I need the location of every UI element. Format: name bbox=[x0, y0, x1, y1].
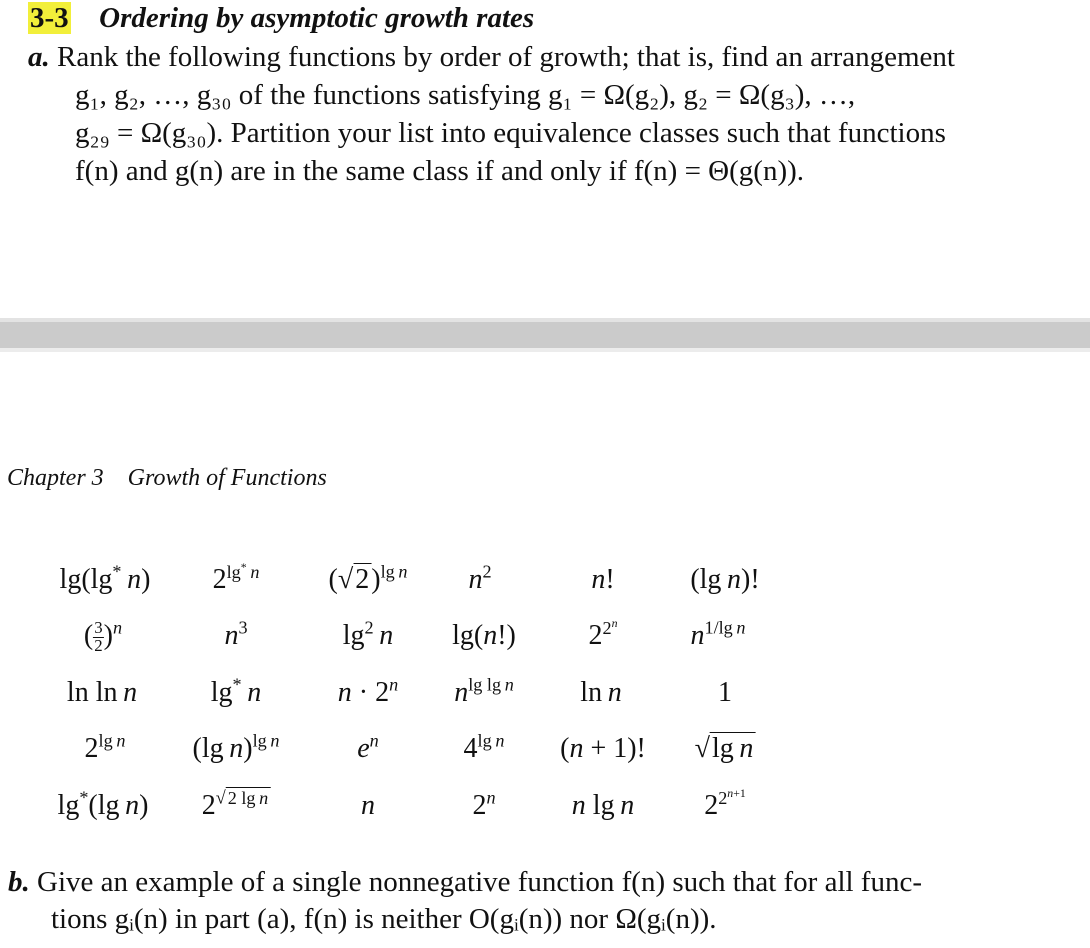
part-a-line-4: f(n) and g(n) are in the same class if and only if f(n) = Θ(g(n)). bbox=[75, 155, 805, 187]
function-cell: $2^{2^{n+1}}$ bbox=[704, 785, 746, 821]
function-cell: 1 bbox=[718, 677, 732, 708]
function-cell: ln n bbox=[580, 677, 622, 708]
function-cell: $\lg^2 n$ bbox=[342, 617, 394, 651]
function-cell: (n + 1)! bbox=[560, 733, 646, 764]
function-cell: lg* n bbox=[210, 674, 262, 708]
function-cell: $2^{√ 2 lg n}$ bbox=[201, 787, 269, 821]
problem-title: Ordering by asymptotic growth rates bbox=[99, 2, 535, 34]
part-a-line-1 bbox=[28, 38, 955, 76]
function-cell: lg*(lg n) bbox=[57, 787, 149, 821]
function-cell: $(√2)^{lg n}$ bbox=[328, 561, 408, 595]
function-cell: √lg n bbox=[694, 733, 754, 764]
function-cell: $n \cdot 2^n$ bbox=[337, 674, 399, 708]
part-b-line-2: tions gᵢ(n) in part (a), f(n) is neither O(gᵢ(n)) nor Ω(gᵢ(n)). bbox=[51, 903, 717, 935]
part-b-line-1 bbox=[8, 863, 922, 901]
problem-heading bbox=[28, 2, 534, 35]
page-divider bbox=[0, 318, 1090, 352]
function-cell: $n^{lg lg n}$ bbox=[454, 674, 514, 708]
part-a-line-3: g₂₉ = Ω(g₃₀). Partition your list into equivalence classes such that functions bbox=[75, 117, 946, 149]
function-cell: lg(lg* n) bbox=[59, 561, 151, 595]
function-cell: n! bbox=[591, 564, 615, 595]
function-cell: $2^{lg n}$ bbox=[84, 730, 126, 764]
function-cell: $n^{1/lg n}$ bbox=[690, 617, 746, 651]
function-cell: lg(n!) bbox=[452, 620, 516, 651]
function-cell: $n^3$ bbox=[224, 617, 248, 651]
function-cell: (lg n)$^{lg n}$ bbox=[192, 730, 280, 764]
chapter-number: Chapter 3 bbox=[7, 465, 104, 491]
function-cell: $4^{lg n}$ bbox=[463, 730, 505, 764]
function-cell: (lg n)! bbox=[690, 564, 760, 595]
function-cell: n bbox=[361, 790, 375, 821]
part-b-text-1: Give an example of a single nonnegative function f(n) such that for all func- bbox=[37, 866, 922, 898]
function-cell: 2$^n$ bbox=[472, 787, 496, 821]
function-cell: $2^{lg^* n}$ bbox=[212, 559, 260, 595]
problem-number: 3-3 bbox=[30, 2, 69, 34]
part-a-label: a. bbox=[28, 41, 50, 73]
part-b-label: b. bbox=[8, 866, 30, 898]
function-cell: $2^{2^n}$ bbox=[588, 615, 618, 651]
function-cell: ( $\frac{3}{2}$ )$^n$ bbox=[83, 617, 123, 656]
part-a-line-2: g₁, g₂, …, g₃₀ of the functions satisfying g₁ = Ω(g₂), g₂ = Ω(g₃), …, bbox=[75, 79, 856, 111]
running-head bbox=[7, 465, 327, 492]
chapter-title: Growth of Functions bbox=[127, 465, 327, 491]
function-cell: $e^n$ bbox=[357, 730, 379, 764]
function-cell: n lg n bbox=[571, 790, 635, 821]
part-a-text-1: Rank the following functions by order of growth; that is, find an arrangement bbox=[57, 41, 955, 73]
function-cell: ln ln n bbox=[66, 677, 138, 708]
function-cell: $n^2$ bbox=[468, 561, 492, 595]
